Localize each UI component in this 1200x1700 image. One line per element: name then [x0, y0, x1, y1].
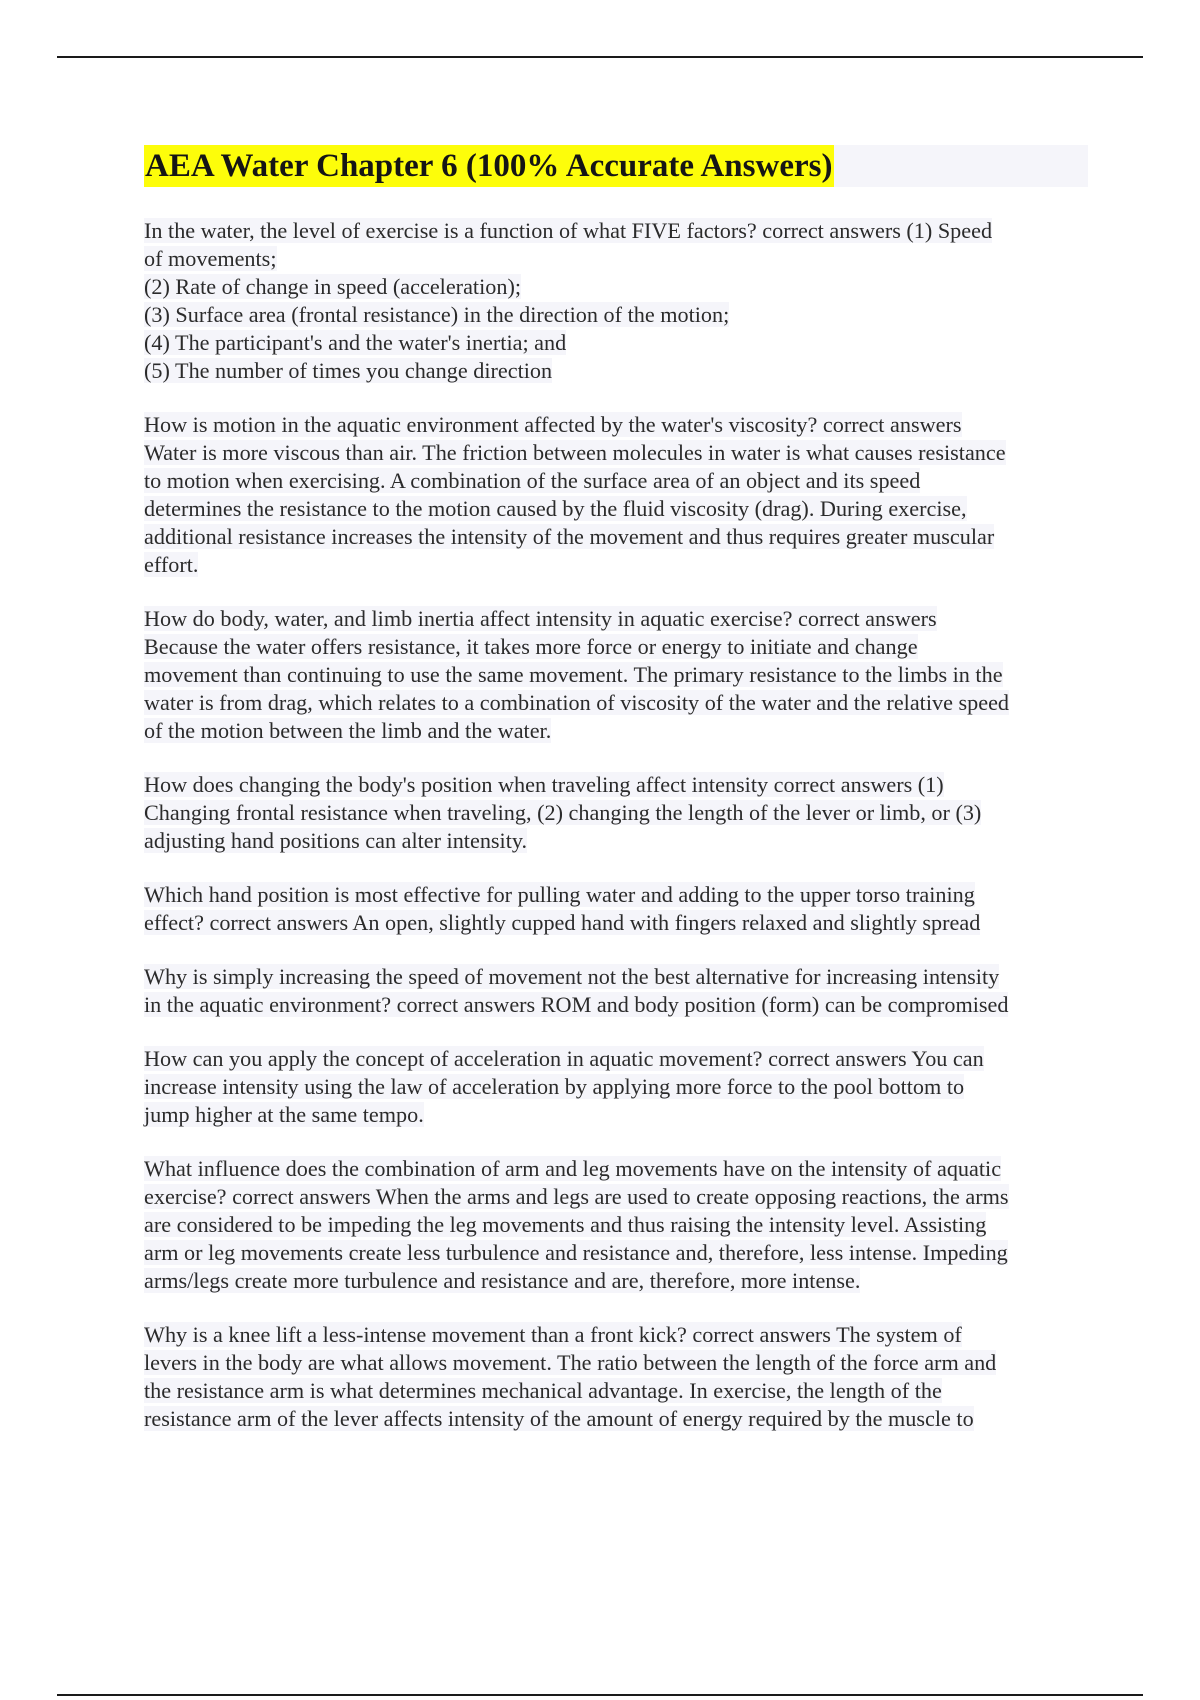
- qa-line-text: increase intensity using the law of acceleration by applying more force to the pool bottom to: [144, 1074, 965, 1099]
- qa-line: [144, 963, 1088, 991]
- qa-entry: [144, 411, 1088, 579]
- qa-line: [144, 1377, 1088, 1405]
- qa-line-text: effort.: [144, 552, 199, 577]
- qa-line: [144, 1045, 1088, 1073]
- qa-line-text: resistance arm of the lever affects intensity of the amount of energy required by the muscle to: [144, 1406, 974, 1431]
- qa-line: [144, 439, 1088, 467]
- qa-line-text: to motion when exercising. A combination of the surface area of an object and its speed: [144, 468, 921, 493]
- page-bottom-rule: [57, 1694, 1143, 1696]
- qa-line: [144, 523, 1088, 551]
- qa-line: [144, 329, 1088, 357]
- qa-line: [144, 689, 1088, 717]
- qa-line: [144, 495, 1088, 523]
- qa-line-text: How does changing the body's position when traveling affect intensity correct answers (1): [144, 772, 944, 797]
- qa-entry: [144, 605, 1088, 745]
- qa-line-text: (2) Rate of change in speed (acceleration);: [144, 274, 521, 299]
- qa-line: [144, 217, 1088, 245]
- qa-line: [144, 827, 1088, 855]
- qa-line: [144, 1073, 1088, 1101]
- qa-line: [144, 1183, 1088, 1211]
- qa-line: [144, 1155, 1088, 1183]
- qa-line-text: adjusting hand positions can alter intensity.: [144, 828, 528, 853]
- qa-line-text: What influence does the combination of arm and leg movements have on the intensity of aquatic: [144, 1156, 1002, 1181]
- qa-line-text: How do body, water, and limb inertia affect intensity in aquatic exercise? correct answers: [144, 606, 937, 631]
- qa-line-text: levers in the body are what allows movement. The ratio between the length of the force arm and: [144, 1350, 997, 1375]
- qa-line-text: (4) The participant's and the water's inertia; and: [144, 330, 567, 355]
- qa-line-text: of movements;: [144, 246, 277, 271]
- qa-entry: [144, 217, 1088, 385]
- qa-line: [144, 1405, 1088, 1433]
- qa-line-text: movement than continuing to use the same movement. The primary resistance to the limbs in the: [144, 662, 1003, 687]
- qa-line: [144, 1101, 1088, 1129]
- qa-line: [144, 1211, 1088, 1239]
- qa-line: [144, 909, 1088, 937]
- qa-line-text: jump higher at the same tempo.: [144, 1102, 424, 1127]
- qa-line: [144, 633, 1088, 661]
- qa-line-text: exercise? correct answers When the arms and legs are used to create opposing reactions, the arms: [144, 1184, 1009, 1209]
- qa-line-text: How is motion in the aquatic environment affected by the water's viscosity? correct answers: [144, 412, 962, 437]
- qa-line: [144, 357, 1088, 385]
- qa-line: [144, 799, 1088, 827]
- qa-line-text: water is from drag, which relates to a combination of viscosity of the water and the relative speed: [144, 690, 1010, 715]
- qa-line: [144, 551, 1088, 579]
- qa-line: [144, 717, 1088, 745]
- document-title: AEA Water Chapter 6 (100% Accurate Answers): [144, 145, 834, 187]
- qa-entry: [144, 1155, 1088, 1295]
- qa-line-text: Water is more viscous than air. The friction between molecules in water is what causes resistance: [144, 440, 1006, 465]
- qa-line: [144, 661, 1088, 689]
- qa-line-text: in the aquatic environment? correct answers ROM and body position (form) can be compromised: [144, 992, 1009, 1017]
- qa-line: [144, 1321, 1088, 1349]
- page-top-rule: [57, 56, 1143, 58]
- qa-line-text: the resistance arm is what determines mechanical advantage. In exercise, the length of the: [144, 1378, 942, 1403]
- qa-line: [144, 605, 1088, 633]
- qa-line-text: additional resistance increases the intensity of the movement and thus requires greater muscular: [144, 524, 995, 549]
- title-band: [144, 145, 1088, 187]
- qa-line-text: Why is a knee lift a less-intense movement than a front kick? correct answers The system of: [144, 1322, 962, 1347]
- qa-entry: [144, 1321, 1088, 1433]
- qa-line-text: of the motion between the limb and the water.: [144, 718, 552, 743]
- qa-line-text: Changing frontal resistance when traveling, (2) changing the length of the lever or limb, or (3): [144, 800, 982, 825]
- qa-line-text: determines the resistance to the motion caused by the fluid viscosity (drag). During exercise,: [144, 496, 967, 521]
- qa-line: [144, 301, 1088, 329]
- document-body: [144, 145, 1088, 1459]
- qa-line-text: arm or leg movements create less turbulence and resistance and, therefore, less intense. Impeding: [144, 1240, 1008, 1265]
- qa-line-text: Because the water offers resistance, it takes more force or energy to initiate and change: [144, 634, 918, 659]
- qa-line: [144, 245, 1088, 273]
- qa-line: [144, 1239, 1088, 1267]
- qa-entry: [144, 881, 1088, 937]
- qa-line-text: arms/legs create more turbulence and resistance and are, therefore, more intense.: [144, 1268, 861, 1293]
- qa-line: [144, 1349, 1088, 1377]
- qa-line: [144, 1267, 1088, 1295]
- qa-entry: [144, 1045, 1088, 1129]
- qa-line: [144, 881, 1088, 909]
- qa-line-text: Why is simply increasing the speed of movement not the best alternative for increasing intensity: [144, 964, 1000, 989]
- qa-line: [144, 273, 1088, 301]
- qa-entry: [144, 771, 1088, 855]
- qa-line-text: In the water, the level of exercise is a function of what FIVE factors? correct answers (1) Speed: [144, 218, 993, 243]
- qa-line-text: (3) Surface area (frontal resistance) in the direction of the motion;: [144, 302, 730, 327]
- qa-line: [144, 411, 1088, 439]
- qa-line-text: effect? correct answers An open, slightly cupped hand with fingers relaxed and slightly spread: [144, 910, 981, 935]
- qa-line-text: Which hand position is most effective for pulling water and adding to the upper torso training: [144, 882, 975, 907]
- qa-line-text: How can you apply the concept of acceleration in aquatic movement? correct answers You can: [144, 1046, 984, 1071]
- qa-entry: [144, 963, 1088, 1019]
- qa-line-text: (5) The number of times you change direction: [144, 358, 553, 383]
- qa-line: [144, 771, 1088, 799]
- qa-line: [144, 991, 1088, 1019]
- qa-list: [144, 217, 1088, 1433]
- qa-line: [144, 467, 1088, 495]
- qa-line-text: are considered to be impeding the leg movements and thus raising the intensity level. Assisting: [144, 1212, 987, 1237]
